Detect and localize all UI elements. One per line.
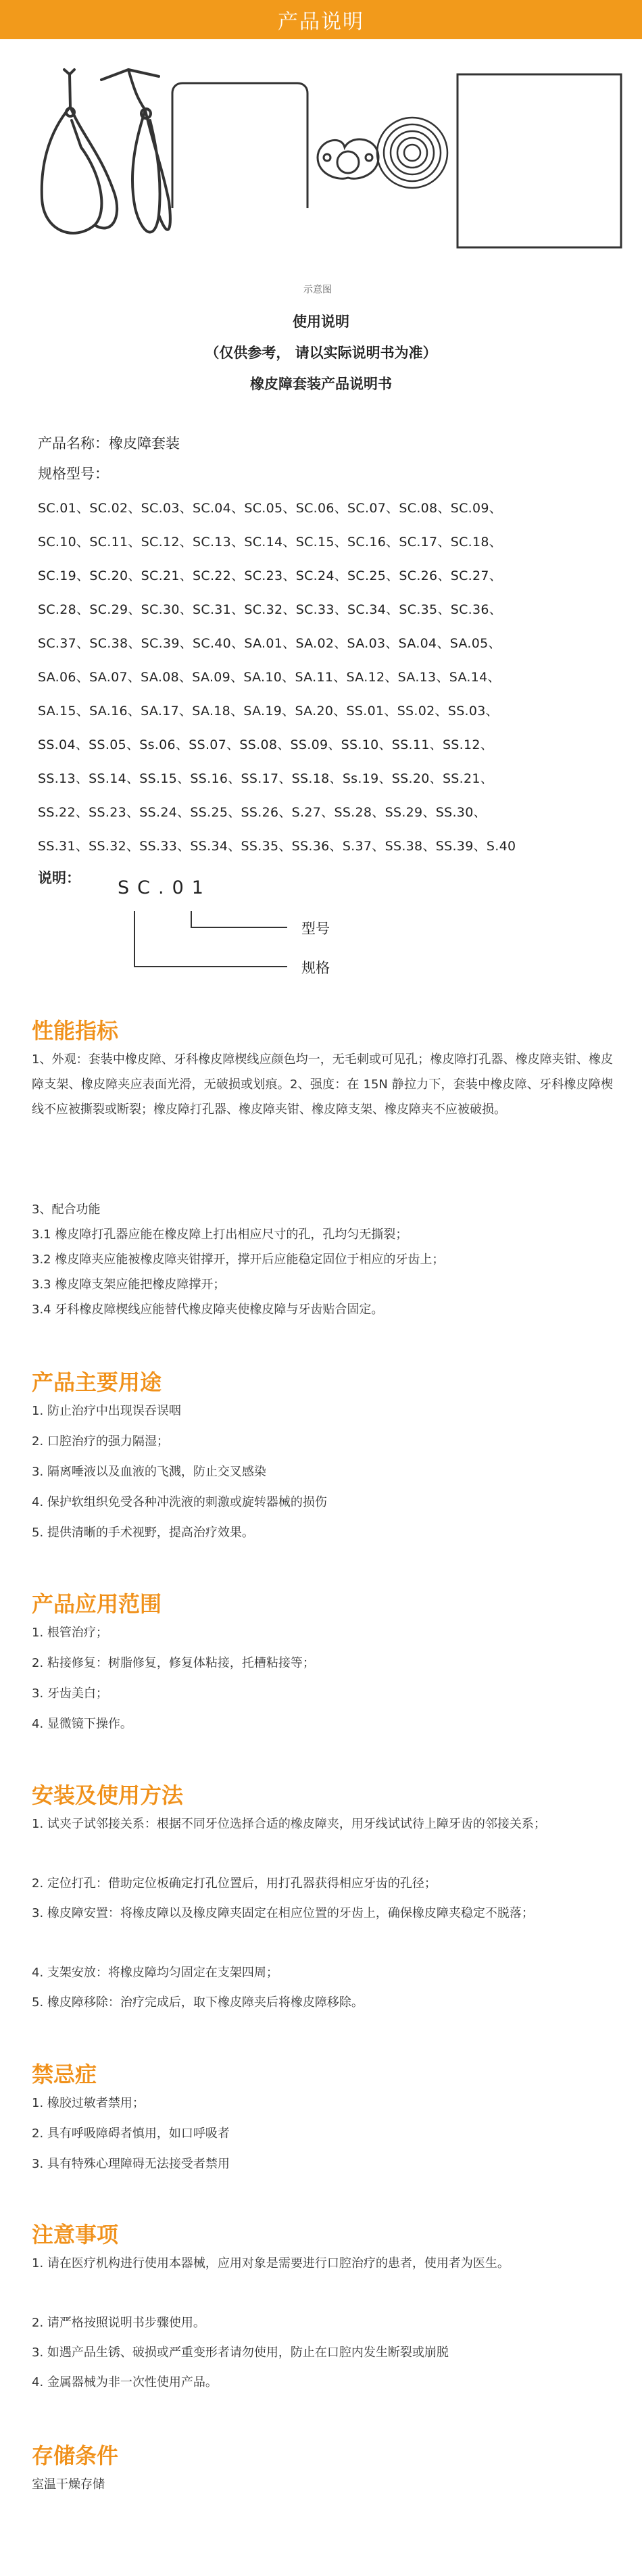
- performance-item: 3.1 橡皮障打孔器应能在橡皮障上打出相应尺寸的孔，孔均匀无撕裂；: [32, 1228, 408, 1242]
- notes-item: 2. 请严格按照说明书步骤使用。: [32, 2316, 205, 2330]
- performance-item: 3.4 牙科橡皮障楔线应能替代橡皮障夹使橡皮障与牙齿贴合固定。: [32, 1303, 384, 1317]
- storage-item: 室温干燥存储: [32, 2477, 105, 2492]
- uses-item: 5. 提供清晰的手术视野，提高治疗效果。: [32, 1526, 254, 1540]
- product-name: 产品名称：橡皮障套装: [38, 435, 180, 452]
- contra-item: 2. 具有呼吸障碍者慎用，如口呼吸者: [32, 2127, 230, 2141]
- section-title-performance: 性能指标: [32, 1018, 119, 1044]
- uses-item: 3. 隔离唾液以及血液的飞溅，防止交叉感染: [32, 1465, 266, 1479]
- rubber-dam-sheet-icon: [458, 74, 621, 247]
- rubber-dam-clamp-icon: [318, 139, 378, 178]
- performance-item: 3、配合功能: [32, 1202, 101, 1217]
- doc-product-title: 橡皮障套装产品说明书: [250, 376, 392, 392]
- scope-item: 3. 牙齿美白；: [32, 1686, 108, 1701]
- notes-item: 1. 请在医疗机构进行使用本器械，应用对象是需要进行口腔治疗的患者，使用者为医生。: [32, 2256, 510, 2270]
- wedge-cord-coil-icon: [377, 118, 447, 188]
- rubber-dam-frame-icon: [172, 83, 307, 208]
- performance-item: 3.2 橡皮障夹应能被橡皮障夹钳撑开，撑开后应能稳定固位于相应的牙齿上；: [32, 1253, 445, 1267]
- scope-item: 4. 显微镜下操作。: [32, 1717, 132, 1731]
- legend-model: 型号: [301, 921, 330, 937]
- section-title-contraindications: 禁忌症: [32, 2062, 97, 2087]
- performance-item: 3.3 橡皮障支架应能把橡皮障撑开；: [32, 1278, 226, 1292]
- spec-code-row: SC.01、SC.02、SC.03、SC.04、SC.05、SC.06、SC.07、SC.08、SC.09、: [38, 501, 503, 516]
- spec-code-row: SC.28、SC.29、SC.30、SC.31、SC.32、SC.33、SC.34、SC.35、SC.36、: [38, 602, 503, 617]
- notes-item: 3. 如遇产品生锈、破损或严重变形者请勿使用，防止在口腔内发生断裂或崩脱: [32, 2346, 449, 2360]
- banner-title: 产品说明: [278, 10, 364, 34]
- section-title-storage: 存储条件: [32, 2443, 119, 2469]
- figure-caption: 示意图: [303, 285, 332, 295]
- legend-label: 说明：: [38, 870, 80, 886]
- spec-code-row: SA.15、SA.16、SA.17、SA.18、SA.19、SA.20、SS.01、SS.02、SS.03、: [38, 704, 499, 719]
- notes-item: 4. 金属器械为非一次性使用产品。: [32, 2375, 218, 2389]
- hole-punch-icon: [101, 70, 170, 232]
- install-item: 2. 定位打孔：借助定位板确定打孔位置后，用打孔器获得相应牙齿的孔径；: [32, 1876, 437, 1891]
- performance-paragraph: 1、外观：套装中橡皮障、牙科橡皮障楔线应颜色均一，无毛刺或可见孔；橡皮障打孔器、橡皮障夹钳、橡皮障支架、橡皮障夹应表面光滑，无破损或划痕。2、强度：在 15N 静拉力下，套装中橡皮障、牙科橡皮障楔线不应被撕裂或断裂；橡皮障打孔器、橡皮障夹钳、橡皮障支架、橡皮障夹不应被破损。: [32, 1052, 613, 1117]
- contra-item: 1. 橡胶过敏者禁用；: [32, 2096, 145, 2110]
- section-title-install: 安装及使用方法: [32, 1782, 184, 1808]
- uses-item: 1. 防止治疗中出现误吞误咽: [32, 1404, 181, 1418]
- scope-item: 1. 根管治疗；: [32, 1626, 108, 1640]
- spec-code-row: SA.06、SA.07、SA.08、SA.09、SA.10、SA.11、SA.12、SA.13、SA.14、: [38, 670, 501, 685]
- install-item: 3. 橡皮障安置：将橡皮障以及橡皮障夹固定在相应位置的牙齿上，确保橡皮障夹稳定不脱落；: [32, 1906, 534, 1920]
- uses-item: 2. 口腔治疗的强力隔湿；: [32, 1434, 169, 1449]
- contra-item: 3. 具有特殊心理障碍无法接受者禁用: [32, 2157, 230, 2171]
- spec-code-row: SC.19、SC.20、SC.21、SC.22、SC.23、SC.24、SC.25、SC.26、SC.27、: [38, 568, 503, 583]
- spec-code-row: SS.31、SS.32、SS.33、SS.34、SS.35、SS.36、S.37、SS.38、SS.39、S.40: [38, 839, 516, 854]
- install-item: 5. 橡皮障移除：治疗完成后，取下橡皮障夹后将橡皮障移除。: [32, 1995, 364, 2010]
- legend-code: SC.01: [118, 877, 212, 898]
- doc-subtitle: （仅供参考， 请以实际说明书为准）: [205, 345, 437, 361]
- doc-title: 使用说明: [293, 314, 349, 330]
- clamp-forceps-icon: [42, 70, 117, 233]
- scope-item: 2. 粘接修复：树脂修复，修复体粘接，托槽粘接等；: [32, 1656, 315, 1670]
- spec-code-row: SS.04、SS.05、Ss.06、SS.07、SS.08、SS.09、SS.10、SS.11、SS.12、: [38, 737, 494, 752]
- top-banner: [0, 0, 642, 39]
- section-title-uses: 产品主要用途: [32, 1369, 162, 1395]
- product-illustration: [0, 39, 642, 295]
- legend-spec: 规格: [301, 960, 330, 976]
- section-title-scope: 产品应用范围: [32, 1591, 162, 1617]
- illustration-svg: [0, 39, 642, 262]
- spec-code-row: SS.13、SS.14、SS.15、SS.16、SS.17、SS.18、Ss.19、SS.20、SS.21、: [38, 771, 494, 786]
- spec-code-row: SC.37、SC.38、SC.39、SC.40、SA.01、SA.02、SA.03、SA.04、SA.05、: [38, 636, 501, 651]
- install-item: 4. 支架安放：将橡皮障均匀固定在支架四周；: [32, 1966, 278, 1980]
- spec-code-row: SC.10、SC.11、SC.12、SC.13、SC.14、SC.15、SC.16、SC.17、SC.18、: [38, 535, 503, 550]
- install-item: 1. 试夹子试邻接关系：根据不同牙位选择合适的橡皮障夹，用牙线试试待上障牙齿的邻接关系；: [32, 1817, 546, 1831]
- uses-item: 4. 保护软组织免受各种冲洗液的刺激或旋转器械的损伤: [32, 1495, 327, 1509]
- section-title-notes: 注意事项: [32, 2222, 119, 2247]
- spec-code-row: SS.22、SS.23、SS.24、SS.25、SS.26、S.27、SS.28、SS.29、SS.30、: [38, 805, 487, 820]
- spec-label: 规格型号：: [38, 466, 109, 482]
